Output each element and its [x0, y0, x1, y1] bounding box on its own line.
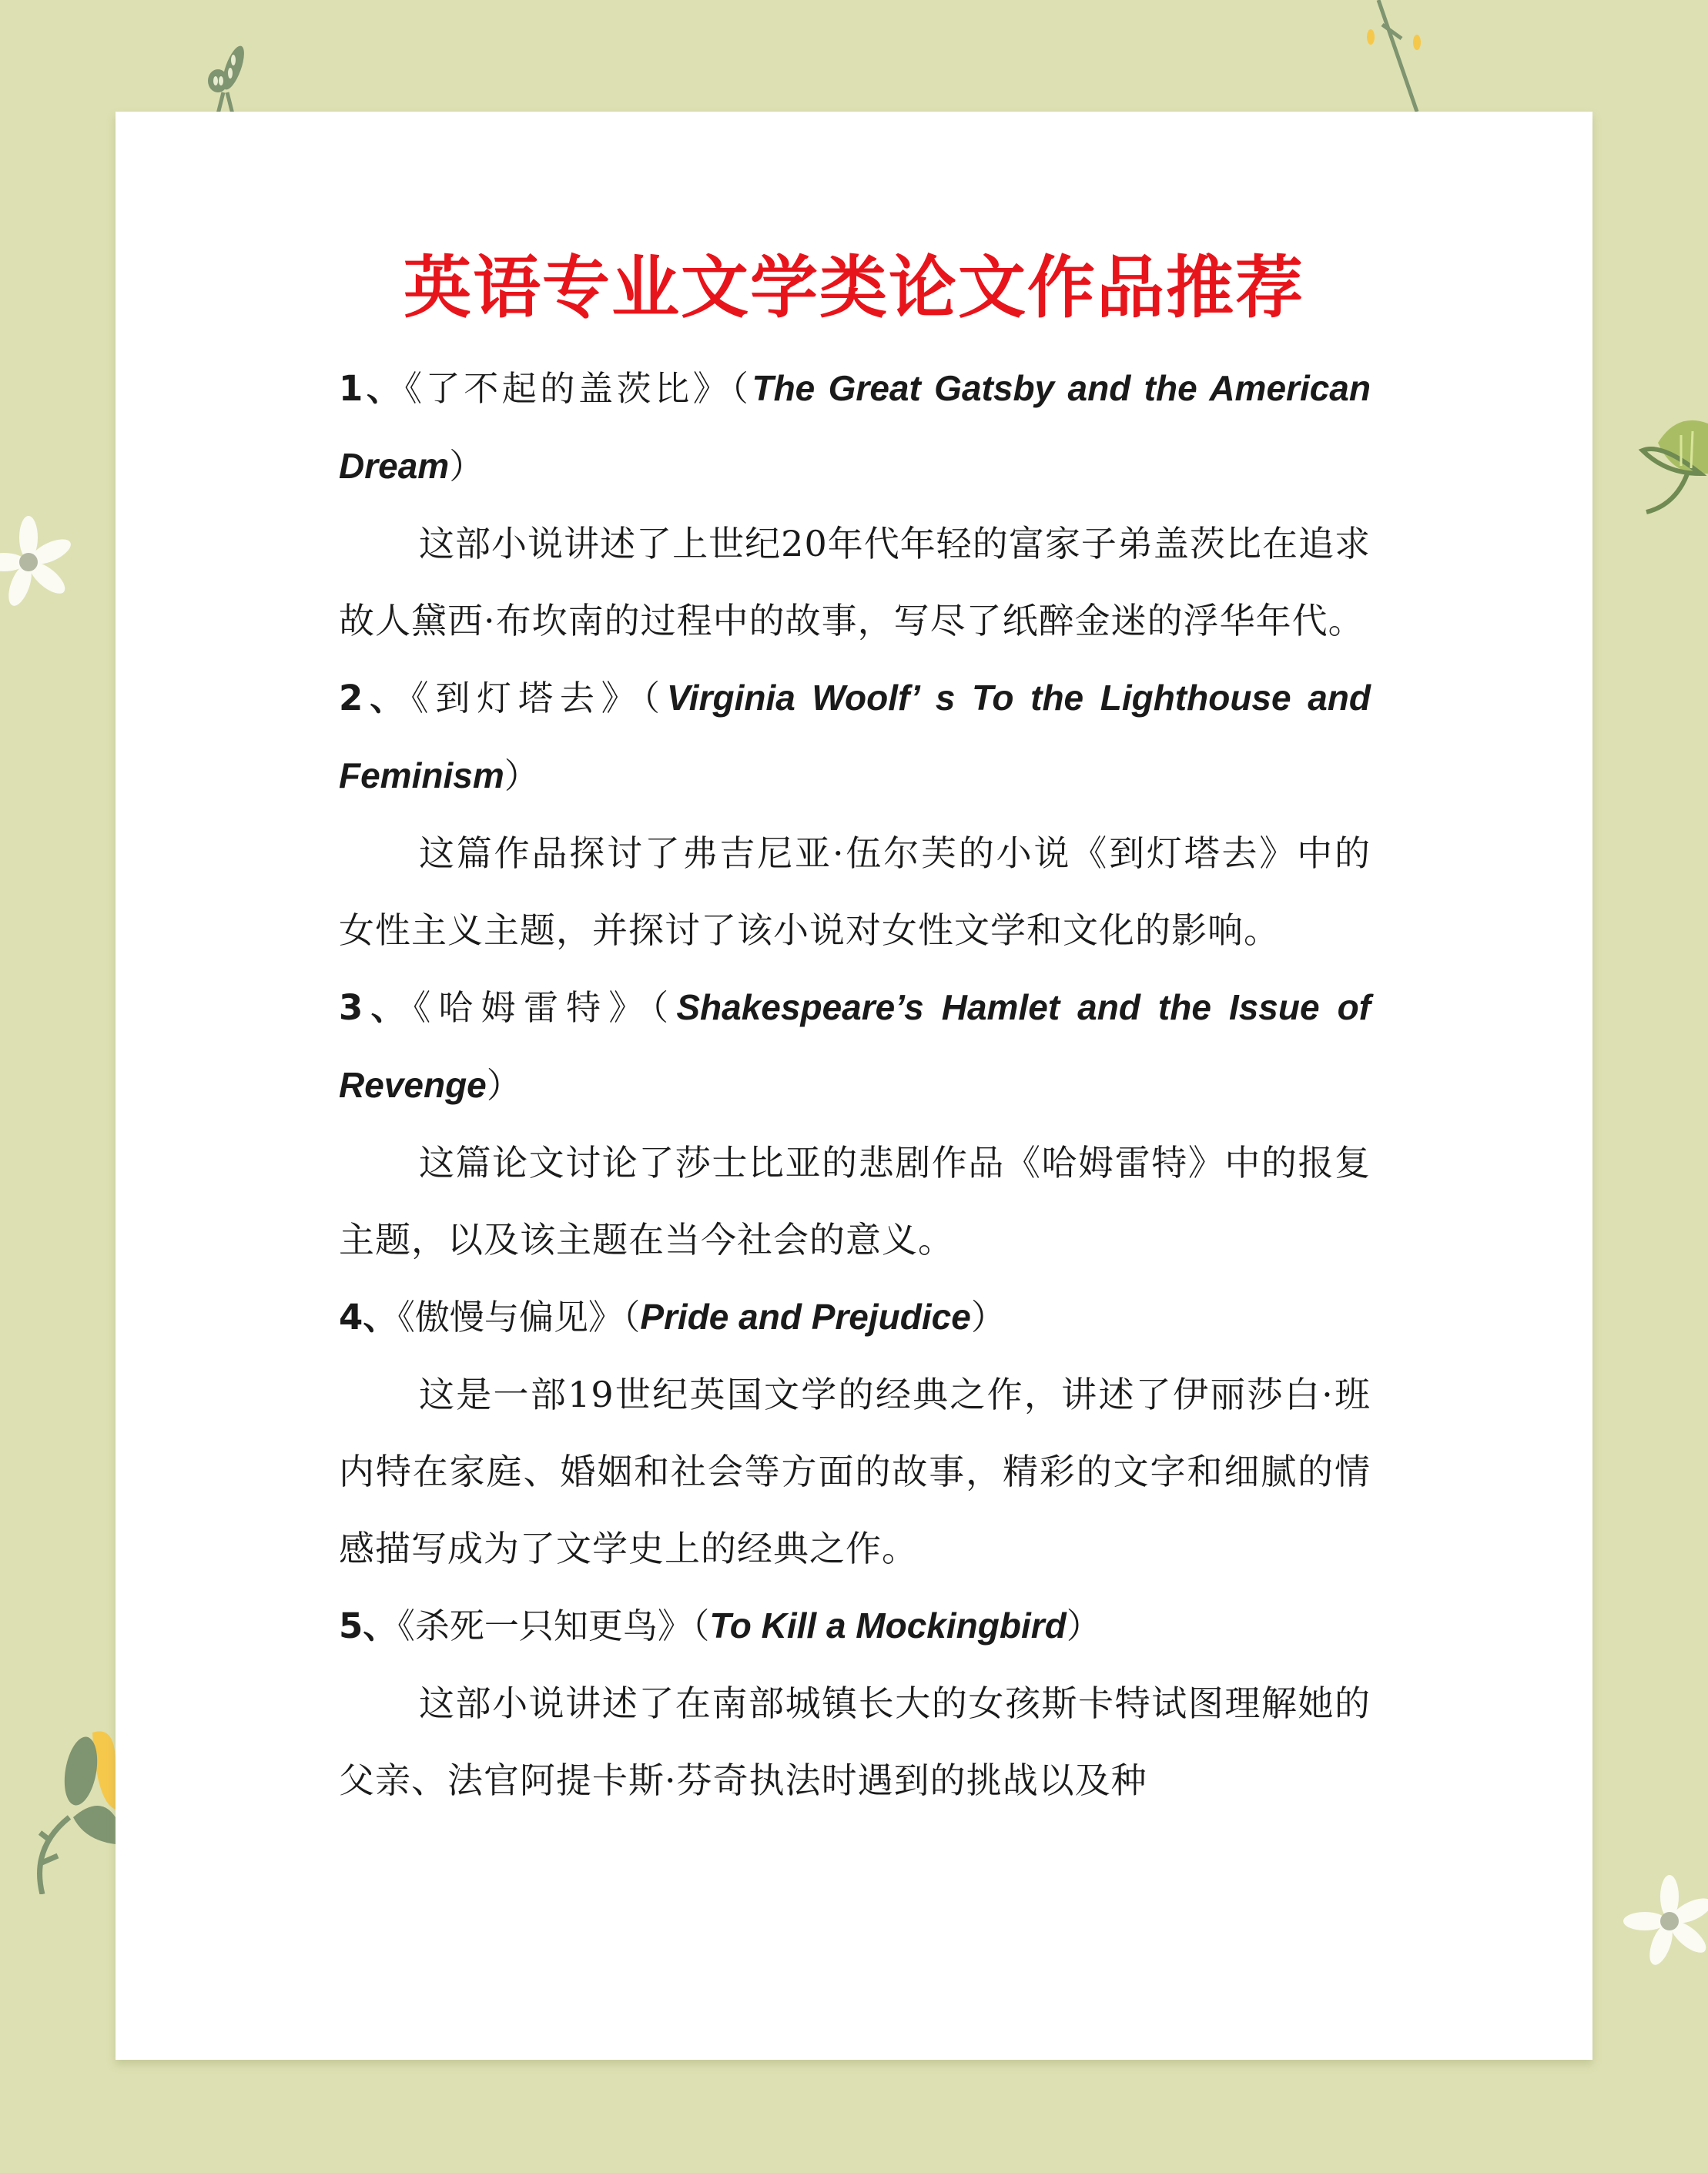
- item-heading: [339, 969, 1371, 1124]
- item-heading: [339, 1278, 1371, 1356]
- page-title: 英语专业文学类论文作品推荐: [403, 247, 1304, 327]
- item-number: 1、: [339, 368, 405, 409]
- item-description: 这篇作品探讨了弗吉尼亚·伍尔芙的小说《到灯塔去》中的女性主义主题，并探讨了该小说对女性文学和文化的影响。: [339, 832, 1371, 951]
- list-item: [339, 350, 1371, 659]
- item-cn-title: 《杀死一只知更鸟》（: [397, 1605, 710, 1646]
- item-heading: [339, 350, 1371, 505]
- item-heading: [339, 659, 1371, 815]
- leaf-sprig-icon: [173, 39, 266, 123]
- item-description: 这篇论文讨论了莎士比亚的悲剧作品《哈姆雷特》中的报复主题，以及该主题在当今社会的意义。: [339, 1142, 1371, 1261]
- item-cn-title: 《傲慢与偏见》（: [397, 1297, 641, 1338]
- item-en-title: The Great Gatsby and the American Dream: [339, 368, 1371, 486]
- yellow-tulip-icon: [31, 1717, 116, 1894]
- twig-icon: [1340, 0, 1448, 112]
- white-daisy-icon: [1623, 1871, 1708, 1971]
- white-daisy-icon: [0, 508, 73, 608]
- close-paren: ）: [1066, 1605, 1101, 1646]
- item-en-title: Virginia Woolf’ s To the Lighthouse and Feminism: [339, 678, 1371, 795]
- item-en-title: Pride and Prejudice: [640, 1297, 971, 1337]
- list-item: [339, 1587, 1371, 1819]
- item-number: 4、: [339, 1297, 398, 1338]
- item-en-title: To Kill a Mockingbird: [709, 1605, 1067, 1646]
- item-number: 3、: [339, 987, 414, 1028]
- item-number: 2、: [339, 678, 411, 718]
- close-paren: ）: [486, 1065, 521, 1106]
- item-number: 5、: [339, 1605, 398, 1646]
- item-cn-title: 《了不起的盖茨比》（: [404, 368, 752, 409]
- green-flower-icon: [1631, 400, 1708, 516]
- item-cn-title: 《到灯塔去》（: [410, 678, 667, 718]
- list-item: [339, 1278, 1371, 1587]
- list-item: [339, 659, 1371, 969]
- item-cn-title: 《哈姆雷特》（: [413, 987, 677, 1028]
- close-paren: ）: [449, 446, 484, 487]
- recommendation-list: [339, 350, 1371, 1819]
- item-description: 这部小说讲述了上世纪20年代年轻的富家子弟盖茨比在追求故人黛西·布坎南的过程中的故事，写尽了纸醉金迷的浮华年代。: [339, 523, 1371, 641]
- list-item: [339, 969, 1371, 1278]
- close-paren: ）: [970, 1297, 1006, 1338]
- item-description: 这部小说讲述了在南部城镇长大的女孩斯卡特试图理解她的父亲、法官阿提卡斯·芬奇执法时遇到的挑战以及种: [339, 1682, 1371, 1801]
- item-en-title: Shakespeare’s Hamlet and the Issue of Revenge: [339, 987, 1371, 1105]
- item-description: 这是一部19世纪英国文学的经典之作，讲述了伊丽莎白·班内特在家庭、婚姻和社会等方面的故事，精彩的文字和细腻的情感描写成为了文学史上的经典之作。: [339, 1374, 1371, 1569]
- item-heading: [339, 1587, 1371, 1665]
- close-paren: ）: [504, 755, 539, 796]
